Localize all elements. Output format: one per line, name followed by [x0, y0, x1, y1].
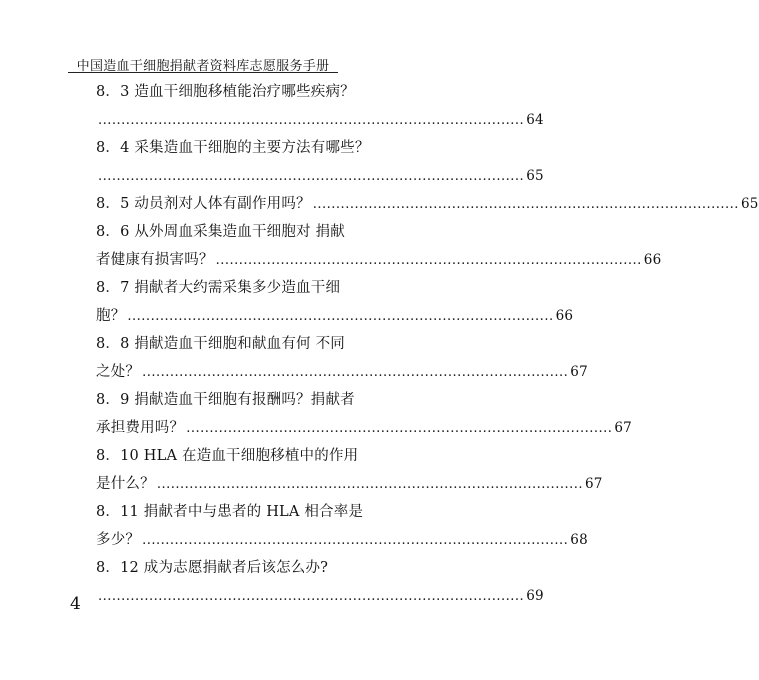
toc-entry-title: 8．9 捐献造血干细胞有报酬吗？捐献者	[96, 392, 355, 408]
toc-entry[interactable]	[96, 78, 544, 134]
toc-entry-title: 8．12 成为志愿捐献者后该怎么办?	[96, 560, 329, 576]
toc-entry-title: 8．4 采集造血干细胞的主要方法有哪些？	[96, 140, 370, 156]
toc-page-number: 68	[570, 532, 588, 548]
toc-page-number: 65	[740, 196, 759, 212]
toc-entry[interactable]: 8．8 捐献造血干细胞和献血有何 不同 之处？ ............................................................................................ 67	[96, 330, 336, 386]
toc-entry-title: 8．6 从外周血采集造血干细胞对 捐献	[96, 224, 345, 240]
toc-page-number: 67	[585, 476, 603, 492]
dot-leader: ............................................................................................	[98, 113, 525, 128]
dot-leader: ............................................................................................	[156, 477, 583, 492]
header-rule	[68, 72, 338, 73]
toc-entry[interactable]: 8．7 捐献者大约需采集多少造血干细 胞？ ............................................................................................ 66	[96, 274, 336, 330]
toc-entry[interactable]	[96, 554, 544, 610]
dot-leader: ............................................................................................	[98, 589, 525, 604]
running-header: 中国造血干细胞捐献者资料库志愿服务手册	[76, 59, 330, 74]
dot-leader: ............................................................................................	[127, 309, 554, 324]
page-number: 4	[70, 594, 81, 614]
toc-entry-title: 8．10 HLA 在造血干细胞移植中的作用	[96, 448, 359, 464]
toc-page-number: 66	[555, 308, 574, 324]
toc-entry-title: 8．8 捐献造血干细胞和献血有何 不同	[96, 336, 345, 352]
toc-entry[interactable]: 8．11 捐献者中与患者的 HLA 相合率是 多少？ ............................................................................................ 68	[96, 498, 336, 554]
toc-entry-title: 8．5 动员剂对人体有副作用吗？	[96, 196, 311, 212]
dot-leader: ............................................................................................	[312, 197, 739, 212]
toc-entry-title: 8．3 造血干细胞移植能治疗哪些疾病？	[96, 84, 355, 100]
toc-page-number: 69	[526, 588, 544, 604]
toc-entry[interactable]	[96, 190, 759, 218]
dot-leader: ............................................................................................	[142, 365, 569, 380]
toc-page-number: 67	[570, 364, 588, 380]
toc-entry[interactable]	[96, 134, 544, 190]
toc-page-number: 64	[526, 112, 544, 128]
dot-leader: ............................................................................................	[142, 533, 569, 548]
toc-entry-title: 8．7 捐献者大约需采集多少造血干细	[96, 280, 341, 296]
toc-entry[interactable]: 8．10 HLA 在造血干细胞移植中的作用 是什么？ ............................................................................................ 67	[96, 442, 336, 498]
toc-entry-title: 8．11 捐献者中与患者的 HLA 相合率是	[96, 504, 364, 520]
dot-leader: ............................................................................................	[98, 169, 525, 184]
toc-page-number: 66	[643, 252, 662, 268]
table-of-contents	[96, 78, 759, 610]
toc-page-number: 65	[526, 168, 544, 184]
toc-entry[interactable]: 8．9 捐献造血干细胞有报酬吗？捐献者 承担费用吗？ ............................................................................................ 67	[96, 386, 336, 442]
dot-leader: ............................................................................................	[186, 421, 613, 436]
dot-leader: ............................................................................................	[215, 253, 642, 268]
toc-entry[interactable]: 8．6 从外周血采集造血干细胞对 捐献 者健康有损害吗？ ............................................................................................ 66	[96, 218, 336, 274]
toc-page-number: 67	[614, 420, 632, 436]
